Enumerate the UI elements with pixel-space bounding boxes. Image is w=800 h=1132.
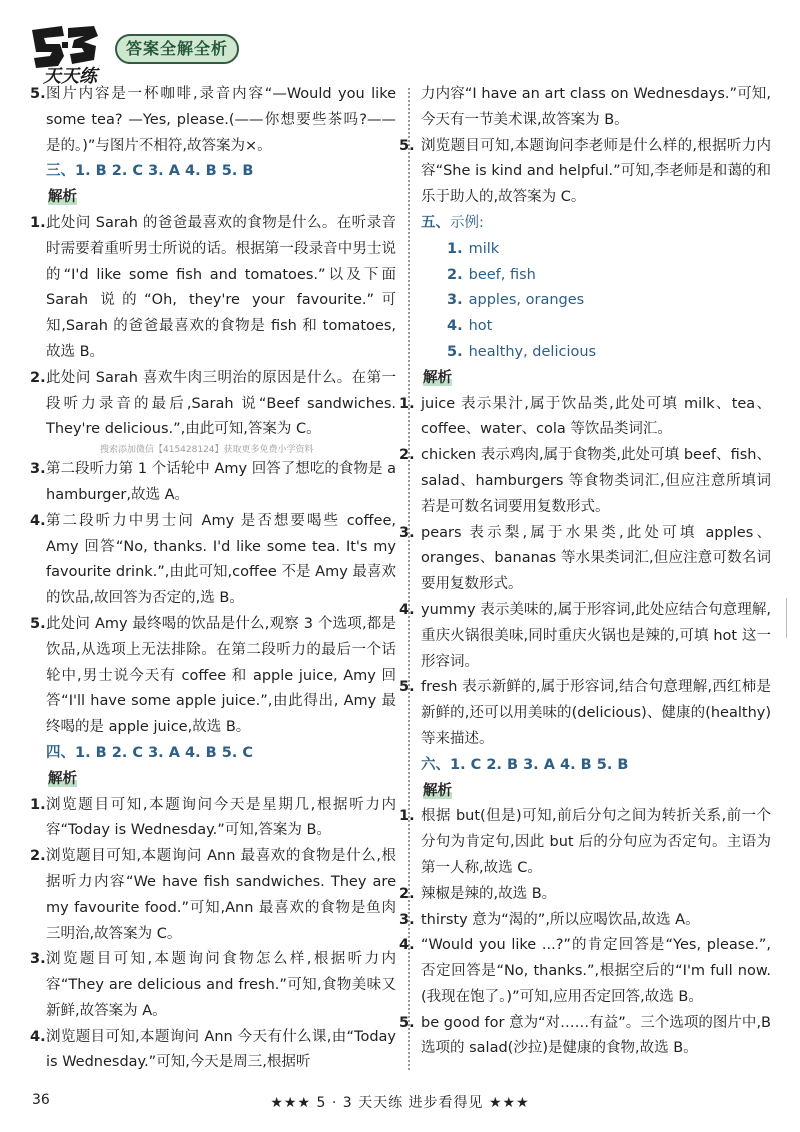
example-answer xyxy=(421,263,771,289)
section-5-examples xyxy=(421,237,771,366)
explanation-item xyxy=(399,804,771,881)
example-answer xyxy=(421,314,771,340)
item-number: 5. xyxy=(399,679,415,696)
item-number: 5. xyxy=(399,1014,415,1031)
item-number: 3. xyxy=(30,951,46,968)
example-text: hot xyxy=(468,318,493,335)
explanation-item xyxy=(399,392,771,444)
item-text: pears 表示梨,属于水果类,此处可填 apples、oranges、bananas 等水果类词汇,但应注意可数名词要用复数形式。 xyxy=(421,524,771,593)
example-answer xyxy=(421,288,771,314)
item-number: 4. xyxy=(30,1028,46,1045)
item-text: be good for 意为“对……有益”。三个选项的图片中,B 选项的 salad(沙拉)是健康的食物,故选 B。 xyxy=(421,1014,771,1057)
example-number: 1. xyxy=(447,240,463,257)
section-4-explanations xyxy=(30,793,396,1077)
right-q5: 5. 浏览题目可知,本题询问李老师是什么样的,根据听力内容“She is kind and helpful.”可知,李老师是和蔼的和乐于助人的,故答案为 C。 xyxy=(399,137,771,206)
item-text: 浏览题目可知,本题询问 Ann 今天有什么课,由“Today is Wednesday.”可知,今天是周三,根据听 xyxy=(46,1028,396,1071)
jiexi-heading: 解析 xyxy=(48,189,77,206)
item-number: 1. xyxy=(399,808,415,825)
page-number: 36 xyxy=(32,1092,50,1108)
watermark-text: 搜索添加微信【415428124】获取更多免费小学资料 xyxy=(100,445,314,456)
jiexi-heading: 解析 xyxy=(48,770,77,787)
item-number: 4. xyxy=(399,937,415,954)
explanation-item xyxy=(399,598,771,675)
right-column xyxy=(399,82,771,1062)
example-text: apples, oranges xyxy=(468,292,585,309)
explanation-item xyxy=(30,366,396,443)
svg-text:天天练: 天天练 xyxy=(43,66,97,86)
explanation-item xyxy=(30,947,396,1024)
item-number: 2. xyxy=(399,447,415,464)
example-text: healthy, delicious xyxy=(468,343,597,360)
footer-slogan: ★★★ 5 · 3 天天练 进步看得见 ★★★ xyxy=(270,1095,530,1111)
item-text: “Would you like ...?”的肯定回答是“Yes, please.”,否定回答是“No, thanks.”,根据空后的“I'm full now.(我现在饱了。)”可知,应用否定回答,故选 B。 xyxy=(421,937,771,1005)
item-text: thirsty 意为“渴的”,所以应喝饮品,故选 A。 xyxy=(421,911,700,928)
example-answer xyxy=(421,237,771,263)
explanation-item xyxy=(399,675,771,752)
answer-banner: 答案全解全析 xyxy=(115,34,239,64)
item-text: 辣椒是辣的,故选 B。 xyxy=(421,885,557,902)
item-text: chicken 表示鸡肉,属于食物类,此处可填 beef、fish、salad、hamburgers 等食物类词汇,但应注意所填词若是可数名词要用复数形式。 xyxy=(421,447,771,515)
item-number: 3. xyxy=(30,461,46,478)
section-3-answers: 三、1. B 2. C 3. A 4. B 5. B xyxy=(46,163,254,180)
brand-logo xyxy=(28,22,112,86)
example-number: 2. xyxy=(447,266,463,283)
explanation-item xyxy=(399,882,771,908)
jiexi-heading: 解析 xyxy=(423,782,452,799)
section-4-answers: 四、1. B 2. C 3. A 4. B 5. C xyxy=(46,744,254,761)
item-number: 2. xyxy=(30,848,46,865)
explanation-item xyxy=(30,1025,396,1077)
example-number: 5. xyxy=(447,343,463,360)
explanation-item xyxy=(399,908,771,934)
right-continuation: 力内容“I have an art class on Wednesdays.”可知,今天有一节美术课,故答案为 B。 xyxy=(421,86,771,128)
example-text: beef, fish xyxy=(468,266,536,283)
item-text: 此处问 Amy 最终喝的饮品是什么,观察 3 个选项,都是饮品,从选项上无法排除。在第二段听力的最后一个话轮中,男士说今天有 coffee 和 apple juice, Amy 回答“I'll have some apple juice.”,由此得出, Amy 最终喝的是 apple juice,故选 B。 xyxy=(46,615,396,736)
item-number: 2. xyxy=(399,885,415,902)
explanation-item xyxy=(30,457,396,509)
section-3-explanations xyxy=(30,211,396,741)
item-text: yummy 表示美味的,属于形容词,此处应结合句意理解,重庆火锅很美味,同时重庆火锅也是辣的,可填 hot 这一形容词。 xyxy=(421,601,771,670)
item-text: 浏览题目可知,本题询问 Ann 最喜欢的食物是什么,根据听力内容“We have fish sandwiches. They are my favourite food.”可知,Ann 最喜欢的食物是鱼肉三明治,故答案为 C。 xyxy=(46,848,396,942)
item-text: juice 表示果汁,属于饮品类,此处可填 milk、tea、coffee、water、cola 等饮品类词汇。 xyxy=(421,395,771,438)
item-text: 浏览题目可知,本题询问食物怎么样,根据听力内容“They are delicious and fresh.”可知,食物美味又新鲜,故答案为 A。 xyxy=(46,951,396,1019)
item-number: 3. xyxy=(399,524,415,541)
item-text: 第二段听力第 1 个话轮中 Amy 回答了想吃的食物是 a hamburger,故选 A。 xyxy=(46,461,396,503)
item-number: 1. xyxy=(30,214,46,231)
section-6-explanations xyxy=(399,804,771,1062)
item-number: 4. xyxy=(399,601,415,618)
section-6-answers: 六、1. C 2. B 3. A 4. B 5. B xyxy=(421,756,629,773)
section-5-explanations xyxy=(399,392,771,753)
margin-mark xyxy=(786,598,787,638)
item-text: 根据 but(但是)可知,前后分句之间为转折关系,前一个分句为肯定句,因此 but 后的分句应为否定句。主语为第一人称,故选 C。 xyxy=(421,808,771,876)
jiexi-heading: 解析 xyxy=(423,369,452,386)
explanation-item xyxy=(30,612,396,741)
explanation-item xyxy=(399,443,771,520)
explanation-item xyxy=(30,844,396,947)
example-number: 3. xyxy=(447,292,463,309)
explanation-item xyxy=(30,793,396,845)
example-text: milk xyxy=(468,240,500,257)
item-text: 第二段听力中男士问 Amy 是否想要喝些 coffee, Amy 回答“No, thanks. I'd like some tea. It's my favourite drink.”,由此可知,coffee 不是 Amy 最喜欢的饮品,故回答为否定的,选 B。 xyxy=(46,512,396,607)
explanation-item xyxy=(399,521,771,598)
item-number: 1. xyxy=(30,796,46,813)
item-number: 1. xyxy=(399,395,415,412)
item-number: 5. xyxy=(30,615,46,632)
left-column xyxy=(30,82,396,1076)
item-text: 此处问 Sarah 喜欢牛肉三明治的原因是什么。在第一段听力录音的最后,Sarah 说“Beef sandwiches. They're delicious.”,由此可知,答案为 C。 xyxy=(46,369,396,438)
explanation-item xyxy=(30,211,396,366)
item-number: 4. xyxy=(30,512,46,529)
item-text: 此处问 Sarah 的爸爸最喜欢的食物是什么。在听录音时需要着重听男士所说的话。根据第一段录音中男士说的“I'd like some fish and tomatoes.”以及下面 Sarah 说的“Oh, they're your favourite.”可知,Sarah 的爸爸最喜欢的食物是 fish 和 tomatoes,故选 B。 xyxy=(46,214,396,360)
example-answer xyxy=(421,340,771,366)
explanation-item xyxy=(30,509,396,612)
explanation-item xyxy=(399,1011,771,1063)
item-number: 2. xyxy=(30,369,46,386)
item-number: 3. xyxy=(399,911,415,928)
left-q5: 5. 图片内容是一杯咖啡,录音内容“—Would you like some tea? —Yes, please.(——你想要些茶吗?——是的。)”与图片不相符,故答案为×。 xyxy=(30,86,396,154)
section-5-heading: 五、示例: xyxy=(421,214,484,231)
item-text: 浏览题目可知,本题询问今天是星期几,根据听力内容“Today is Wednesday.”可知,答案为 B。 xyxy=(46,796,396,839)
item-text: fresh 表示新鲜的,属于形容词,结合句意理解,西红柿是新鲜的,还可以用美味的(delicious)、健康的(healthy)等来描述。 xyxy=(421,679,771,747)
example-number: 4. xyxy=(447,318,463,335)
explanation-item xyxy=(399,933,771,1010)
